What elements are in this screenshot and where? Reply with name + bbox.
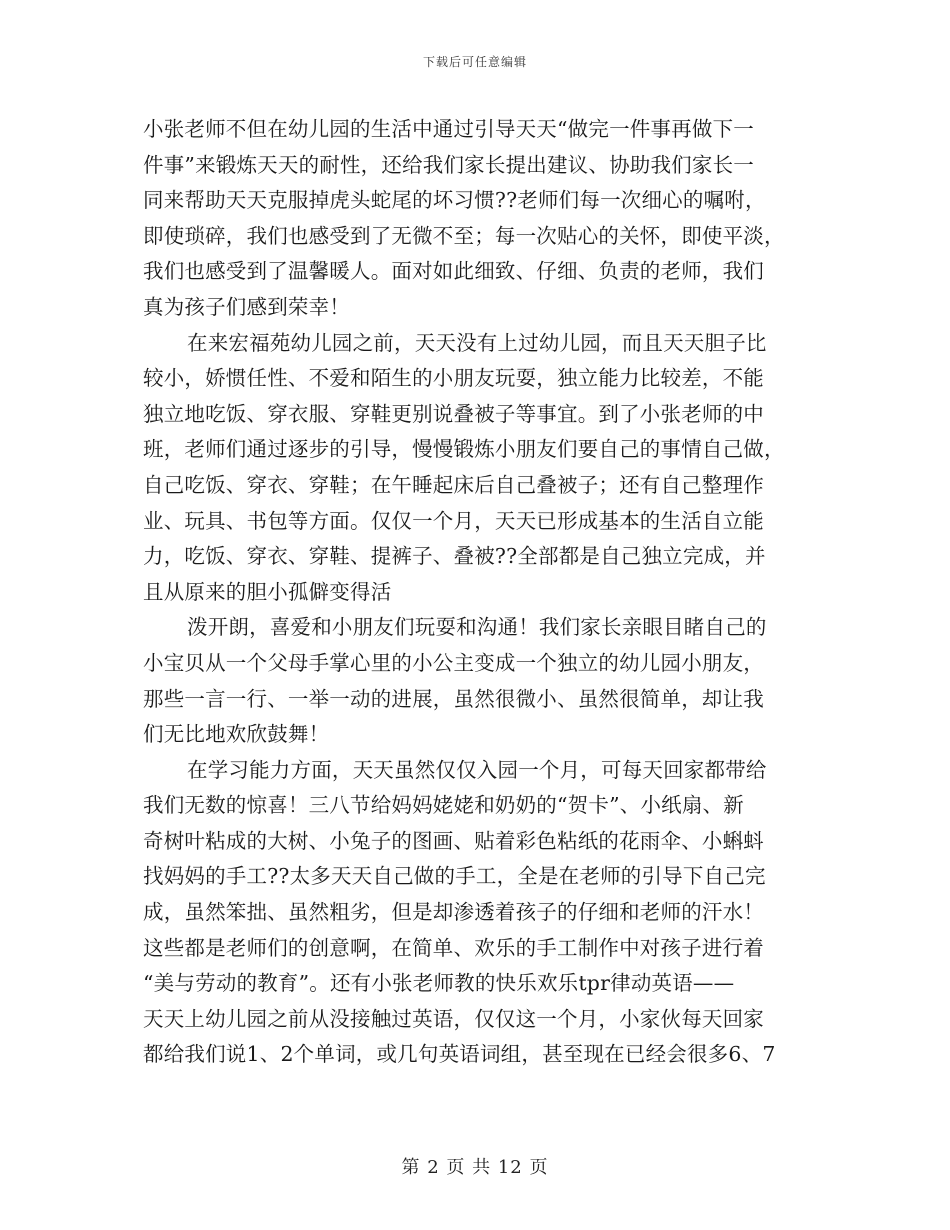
text-line: 泼开朗，喜爱和小朋友们玩耍和沟通！我们家长亲眼目睹自己的 [187, 615, 767, 640]
document-body [143, 112, 808, 1073]
text-line: 较小，娇惯任性、不爱和陌生的小朋友玩耍，独立能力比较差，不能 [143, 366, 764, 391]
text-line: 力，吃饭、穿衣、穿鞋、提裤子、叠被??全部都是自己独立完成，并 [143, 544, 766, 569]
text-line: 奇树叶粘成的大树、小兔子的图画、贴着彩色粘纸的花雨伞、小蝌蚪 [143, 828, 764, 853]
text-line: 都给我们说1、2个单词，或几句英语词组，甚至现在已经会很多6、7 [143, 1042, 776, 1067]
text-line: 找妈妈的手工??太多天天自己做的手工，全是在老师的引导下自己完 [143, 864, 766, 889]
text-line: 在学习能力方面，天天虽然仅仅入园一个月，可每天回家都带给 [187, 757, 767, 782]
text-line: 小张老师不但在幼儿园的生活中通过引导天天“做完一件事再做下一 [143, 117, 754, 141]
text-line: 我们无数的惊喜！三八节给妈妈姥姥和奶奶的“贺卡”、小纸扇、新 [143, 793, 744, 818]
text-line: 我们也感受到了温馨暖人。面对如此细致、仔细、负责的老师，我们 [143, 259, 764, 284]
text-line: 真为孩子们感到荣幸！ [143, 294, 350, 319]
text-line: 天天上幼儿园之前从没接触过英语，仅仅这一个月，小家伙每天回家 [143, 1006, 764, 1031]
page-footer: 第 2 页 共 12 页 [401, 1157, 549, 1178]
text-line: 即使琐碎，我们也感受到了无微不至；每一次贴心的关怀，即使平淡， [143, 223, 785, 248]
text-line: 自己吃饭、穿衣、穿鞋；在午睡起床后自己叠被子；还有自己整理作 [143, 472, 764, 497]
text-line: “美与劳动的教育”。还有小张老师教的快乐欢乐tpr律动英语—— [143, 971, 735, 996]
text-line: 同来帮助天天克服掉虎头蛇尾的坏习惯??老师们每一次细心的嘱咐， [143, 188, 766, 213]
text-line: 班，老师们通过逐步的引导，慢慢锻炼小朋友们要自己的事情自己做， [143, 437, 785, 462]
text-line: 独立地吃饭、穿衣服、穿鞋更别说叠被子等事宜。到了小张老师的中 [143, 401, 764, 426]
page-header: 下载后可任意编辑 [422, 55, 527, 69]
text-line: 那些一言一行、一举一动的进展，虽然很微小、虽然很简单，却让我 [143, 686, 764, 711]
text-line: 这些都是老师们的创意啊，在简单、欢乐的手工制作中对孩子进行着 [143, 935, 764, 960]
text-line: 们无比地欢欣鼓舞！ [143, 722, 330, 747]
text-line: 在来宏福苑幼儿园之前，天天没有上过幼儿园，而且天天胆子比 [187, 330, 767, 355]
text-line: 且从原来的胆小孤僻变得活 [143, 579, 392, 604]
text-line: 件事”来锻炼天天的耐性，还给我们家长提出建议、协助我们家长一 [143, 152, 754, 177]
text-line: 业、玩具、书包等方面。仅仅一个月，天天已形成基本的生活自立能 [143, 508, 764, 533]
text-line: 成，虽然笨拙、虽然粗劣，但是却渗透着孩子的仔细和老师的汗水！ [143, 900, 764, 925]
text-line: 小宝贝从一个父母手掌心里的小公主变成一个独立的幼儿园小朋友， [143, 650, 764, 675]
